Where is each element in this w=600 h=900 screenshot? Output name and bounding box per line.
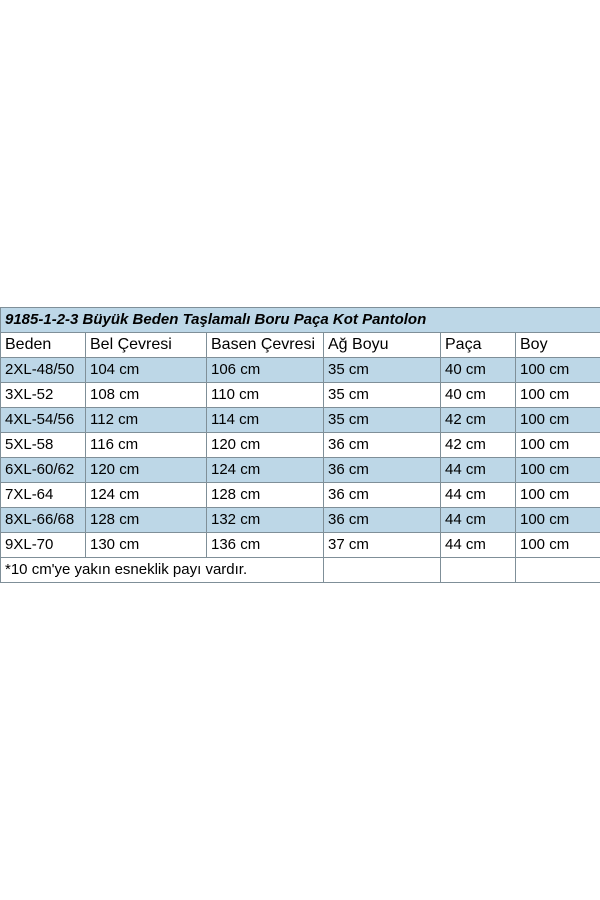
table-cell: 8XL-66/68 [1,508,86,533]
title-row [1,308,600,333]
table-cell: 36 cm [324,483,441,508]
table-cell: 100 cm [516,508,600,533]
note-row [1,558,600,583]
table-cell: 112 cm [86,408,207,433]
table-row [1,508,600,533]
table-row [1,458,600,483]
table-cell: 40 cm [441,358,516,383]
table-cell: 110 cm [207,383,324,408]
table-cell: 9XL-70 [1,533,86,558]
table-row [1,483,600,508]
table-cell: 128 cm [86,508,207,533]
header-cell: Boy [516,333,600,358]
table-row [1,383,600,408]
table-cell: 106 cm [207,358,324,383]
table-cell: 5XL-58 [1,433,86,458]
table-cell: 44 cm [441,483,516,508]
table-row [1,408,600,433]
table-cell: 124 cm [86,483,207,508]
table-cell: 104 cm [86,358,207,383]
table-cell: 40 cm [441,383,516,408]
table-cell: 44 cm [441,508,516,533]
table-cell: 42 cm [441,408,516,433]
table-cell: 120 cm [207,433,324,458]
empty-cell [324,558,441,583]
table-cell: 7XL-64 [1,483,86,508]
empty-cell [516,558,600,583]
table-cell: 100 cm [516,458,600,483]
table-cell: 42 cm [441,433,516,458]
table-cell: 136 cm [207,533,324,558]
table-cell: 132 cm [207,508,324,533]
table-cell: 2XL-48/50 [1,358,86,383]
empty-cell [441,558,516,583]
table-cell: 36 cm [324,458,441,483]
table-cell: 114 cm [207,408,324,433]
table-cell: 124 cm [207,458,324,483]
table-cell: 120 cm [86,458,207,483]
table-cell: 4XL-54/56 [1,408,86,433]
header-cell: Paça [441,333,516,358]
table-cell: 130 cm [86,533,207,558]
table-cell: 128 cm [207,483,324,508]
table-cell: 100 cm [516,483,600,508]
table-row [1,533,600,558]
table-row [1,358,600,383]
table-cell: 100 cm [516,533,600,558]
table-cell: 100 cm [516,358,600,383]
table-cell: 36 cm [324,433,441,458]
table-cell: 37 cm [324,533,441,558]
table-cell: 108 cm [86,383,207,408]
header-cell: Beden [1,333,86,358]
table-cell: 44 cm [441,458,516,483]
table-cell: 100 cm [516,383,600,408]
table-cell: 35 cm [324,383,441,408]
header-cell: Bel Çevresi [86,333,207,358]
table-cell: 100 cm [516,408,600,433]
table-cell: 6XL-60/62 [1,458,86,483]
table-row [1,433,600,458]
table-cell: 116 cm [86,433,207,458]
header-cell: Ağ Boyu [324,333,441,358]
header-cell: Basen Çevresi [207,333,324,358]
elasticity-note: *10 cm'ye yakın esneklik payı vardır. [1,558,324,583]
header-row [1,333,600,358]
table-cell: 36 cm [324,508,441,533]
table-cell: 3XL-52 [1,383,86,408]
size-table [0,307,600,583]
size-chart [0,307,600,583]
table-cell: 35 cm [324,408,441,433]
table-title: 9185-1-2-3 Büyük Beden Taşlamalı Boru Paça Kot Pantolon [1,308,600,333]
table-cell: 100 cm [516,433,600,458]
table-cell: 35 cm [324,358,441,383]
table-cell: 44 cm [441,533,516,558]
